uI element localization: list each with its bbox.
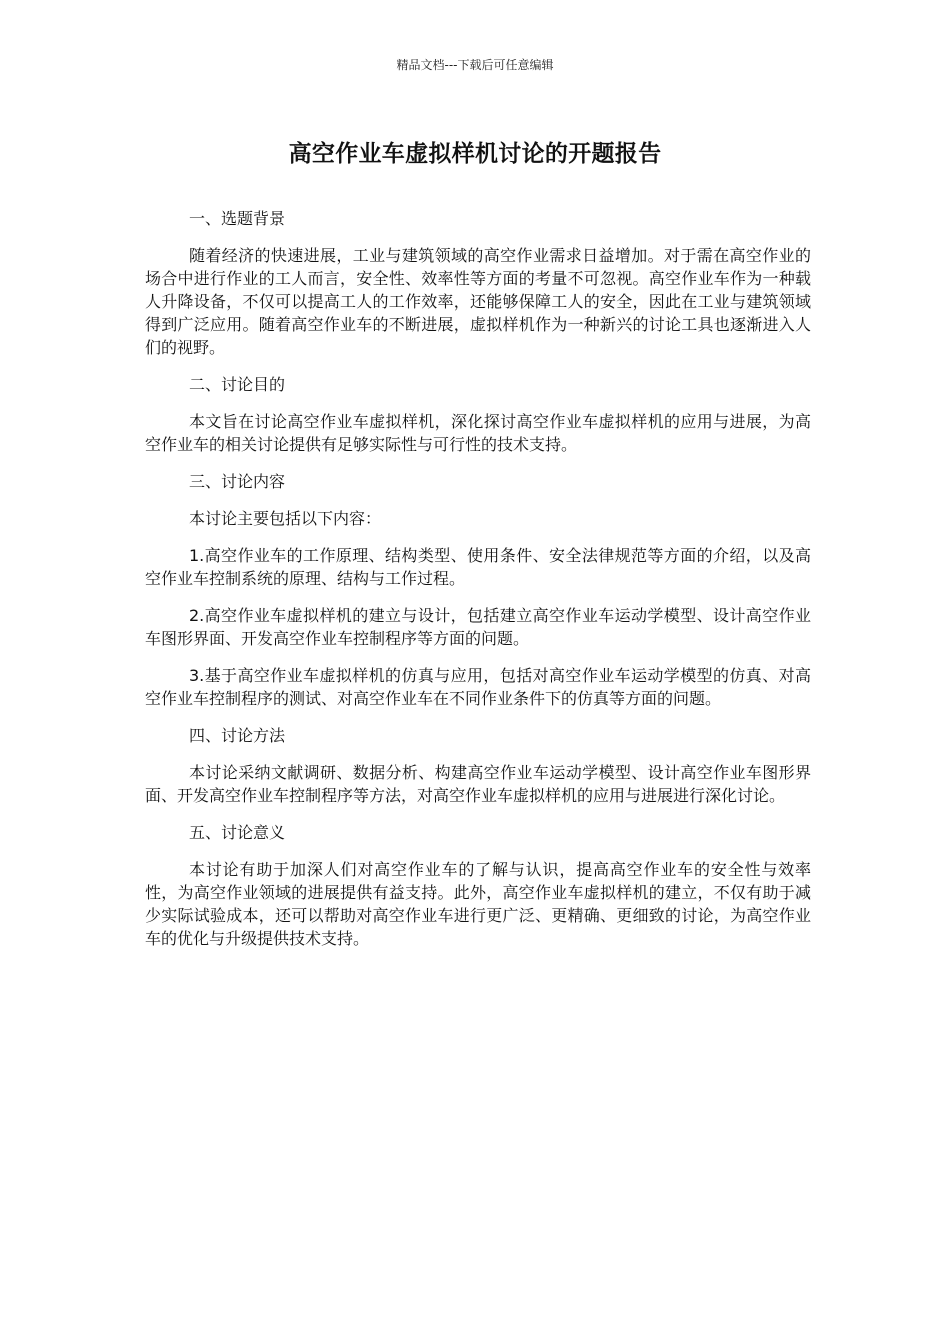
paragraph-content-item-2: 2.高空作业车虚拟样机的建立与设计，包括建立高空作业车运动学模型、设计高空作业车图形界面、开发高空作业车控制程序等方面的问题。 — [145, 606, 811, 648]
paragraph-background: 随着经济的快速进展，工业与建筑领域的高空作业需求日益增加。对于需在高空作业的场合中进行作业的工人而言，安全性、效率性等方面的考量不可忽视。高空作业车作为一种载人升降设备，不仅可以提高工人的工作效率，还能够保障工人的安全，因此在工业与建筑领域得到广泛应用。随着高空作业车的不断进展，虚拟样机作为一种新兴的讨论工具也逐渐进入人们的视野。 — [145, 246, 811, 357]
page-header-note: 精品文档---下载后可任意编辑 — [396, 58, 554, 72]
document-title: 高空作业车虚拟样机讨论的开题报告 — [288, 141, 662, 167]
section-heading-significance: 五、讨论意义 — [189, 823, 286, 842]
document-body — [145, 207, 811, 964]
section-heading-content: 三、讨论内容 — [189, 472, 286, 491]
paragraph-content-item-1: 1.高空作业车的工作原理、结构类型、使用条件、安全法律规范等方面的介绍，以及高空作业车控制系统的原理、结构与工作过程。 — [145, 546, 811, 588]
paragraph-significance: 本讨论有助于加深人们对高空作业车的了解与认识，提高高空作业车的安全性与效率性，为高空作业领域的进展提供有益支持。此外，高空作业车虚拟样机的建立，不仅有助于减少实际试验成本，还可以帮助对高空作业车进行更广泛、更精确、更细致的讨论，为高空作业车的优化与升级提供技术支持。 — [145, 860, 811, 948]
paragraph-content-intro: 本讨论主要包括以下内容： — [189, 509, 382, 528]
paragraph-content-item-3: 3.基于高空作业车虚拟样机的仿真与应用，包括对高空作业车运动学模型的仿真、对高空作业车控制程序的测试、对高空作业车在不同作业条件下的仿真等方面的问题。 — [145, 666, 811, 708]
section-heading-method: 四、讨论方法 — [189, 726, 286, 745]
paragraph-purpose: 本文旨在讨论高空作业车虚拟样机，深化探讨高空作业车虚拟样机的应用与进展，为高空作业车的相关讨论提供有足够实际性与可行性的技术支持。 — [145, 412, 811, 454]
section-heading-purpose: 二、讨论目的 — [189, 375, 286, 394]
paragraph-method: 本讨论采纳文献调研、数据分析、构建高空作业车运动学模型、设计高空作业车图形界面、开发高空作业车控制程序等方法，对高空作业车虚拟样机的应用与进展进行深化讨论。 — [145, 763, 811, 805]
section-heading-background: 一、选题背景 — [189, 209, 286, 228]
